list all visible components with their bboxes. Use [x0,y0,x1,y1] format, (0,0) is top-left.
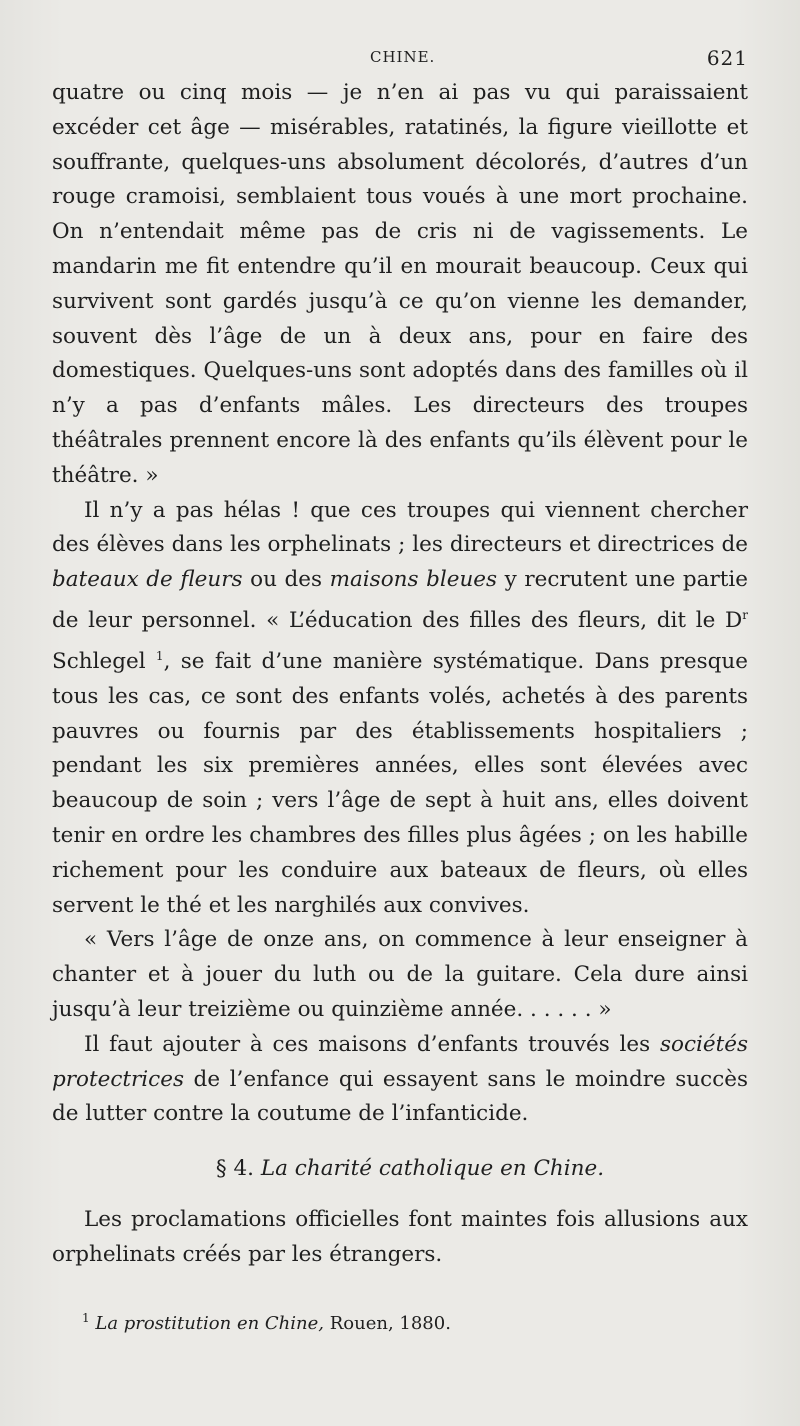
paragraph [52,1203,748,1273]
italic-text: maisons bleues [329,567,498,593]
paragraph [52,76,748,494]
footnote-title: La prostitution en Chine, [95,1312,324,1334]
page-number: 621 [706,46,748,70]
paragraph [52,494,748,924]
running-head [52,44,748,76]
after-section-text [52,1203,748,1273]
text-run: Il faut ajouter à ces maisons d’enfants trouvés les [84,1031,660,1057]
section-heading [52,1156,748,1181]
text-run: , se fait d’une manière systématique. Dans presque tous les cas, ce sont des enfants volés, achetés à des parents pauvres ou fournis par des établissements hospitaliers ; pendant les six premières années, elles sont élevées avec beaucoup de soin ; vers l’âge de sept à huit ans, elles doivent tenir en ordre les chambres des filles plus âgées ; on les habille richement pour les conduire aux bateaux de fleurs, où elles servent le thé et les narghilés aux convives. [52,649,748,918]
superscript: 1 [155,648,164,663]
paragraph [52,1028,748,1132]
text-run: Il n’y a pas hélas ! que ces troupes qui viennent chercher des élèves dans les orphelinats ; les directeurs et directrices de [52,497,748,558]
running-title: CHINE. [370,48,436,66]
text-run: Les proclamations officielles font maintes fois allusions aux orphelinats créés par les étrangers. [52,1207,748,1268]
footnote-marker: 1 [82,1310,90,1325]
superscript: r [742,607,748,622]
text-run: Schlegel [52,649,156,675]
main-text [52,76,748,1132]
text-run: y recrutent une partie de leur personnel. « L’éducation des filles des fleurs, dit le D [52,567,748,634]
text-run: de l’enfance qui essayent sans le moindre succès de lutter contre la coutume de l’infanticide. [52,1066,748,1127]
section-number: § 4. [215,1156,255,1182]
italic-text: bateaux de fleurs [52,567,243,593]
footnote [52,1311,748,1334]
italic-text: sociétés protectrices [52,1031,748,1092]
text-run: quatre ou cinq mois — je n’en ai pas vu qui paraissaient excéder cet âge — misérables, ratatinés, la figure vieillotte et souffrante, quelques-uns absolument décolorés, d’autres d’un rouge cramoisi, semblaient tous voués à une mort prochaine. On n’entendait même pas de cris ni de vagissements. Le mandarin me fit entendre qu’il en mourait beaucoup. Ceux qui survivent sont gardés jusqu’à ce qu’on vienne les demander, souvent dès l’âge de un à deux ans, pour en faire des domestiques. Quelques-uns sont adoptés dans des familles où il n’y a pas d’enfants mâles. Les directeurs des troupes théâtrales prennent encore là des enfants qu’ils élèvent pour le théâtre. » [52,80,748,488]
text-run: « Vers l’âge de onze ans, on commence à leur enseigner à chanter et à jouer du luth ou de la guitare. Cela dure ainsi jusqu’à leur treizième ou quinzième année. . . . . . » [52,927,748,1023]
footnote-rest: Rouen, 1880. [324,1312,451,1334]
text-run: ou des [242,567,330,593]
paragraph [52,923,748,1027]
section-title: La charité catholique en Chine. [260,1156,605,1182]
